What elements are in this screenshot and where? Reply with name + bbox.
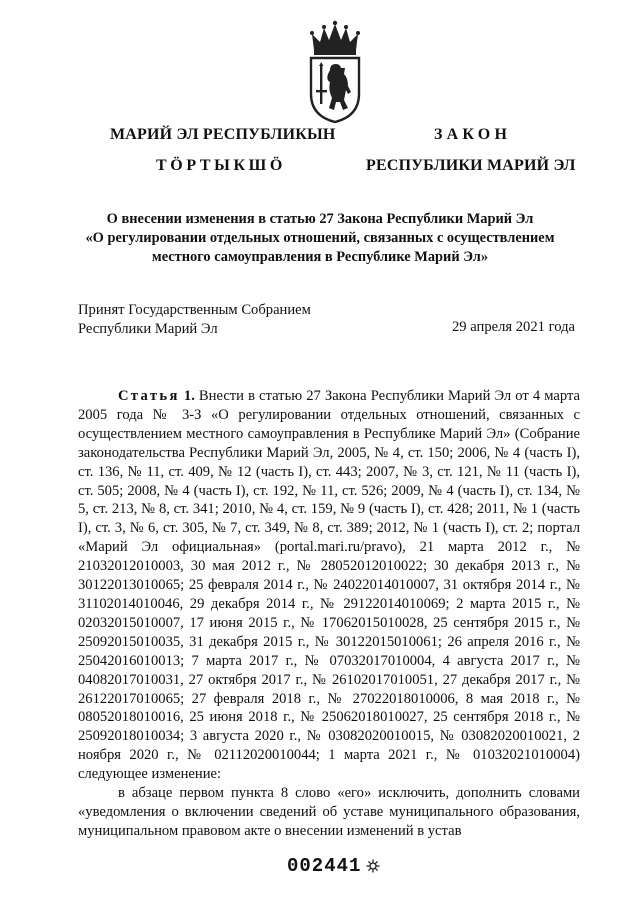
article-number: 1. <box>183 388 195 404</box>
law-title-line1: О внесении изменения в статью 27 Закона Республики Марий Эл <box>106 211 534 227</box>
header-right-line1: ЗАКОН <box>434 126 512 143</box>
document-serial-number: 002441 <box>287 855 362 877</box>
article-text: Внести в статью 27 Закона Республики Марий Эл от 4 марта 2005 года № 3-З «О регулировании отдельных отношений, связанных с осуществлением местного самоуправления в Республике Марий Эл» (Собрание законодательства Республики Марий Эл, 2005, № 4, ст. 150; 2006, № 4 (часть I), ст. 136, № 11, ст. 409, № 12 (часть I), ст. 443; 2007, № 3, ст. 121, № 11 (часть I), ст. 505; 2008, № 4 (часть I), ст. 192, № 11, ст. 526; 2009, № 4 (часть I), ст. 134, № 5, ст. 213, № 8, ст. 341; 2010, № 4, ст. 159, № 9 (часть I), ст. 428; 2011, № 1 (часть I), ст. 3, № 6, ст. 305, № 7, ст. 349, № 8, ст. 389; 2012, № 1 (часть I), ст. 2; портал «Марий Эл официальная» (portal.mari.ru/pravo), 21 марта 2012 г., № 21032012010003, 30 мая 2012 г., № 28052012010022; 30 декабря 2013 г., № 30122013010065; 25 февраля 2014 г., № 24022014010007, 31 октября 2014 г., № 31102014010046, 29 декабря 2014 г., № 29122014010069; 2 марта 2015 г., № 02032015010007, 17 июня 2015 г., № 17062015010028, 25 сентября 2015 г., № 25092015010035, 31 декабря 2015 г., № 30122015010061; 26 апреля 2016 г., № 25042016010013; 7 марта 2017 г., № 07032017010004, 4 августа 2017 г., № 04082017010031, 27 октября 2017 г., № 26102017010051, 27 декабря 2017 г., № 26122017010065; 27 февраля 2018 г., № 27022018010006, 8 мая 2018 г., № 08052018010016, 25 июня 2018 г., № 25062018010027, 25 сентября 2018 г., № 25092018010034; 3 августа 2020 г., № 03082020010015, № 03082020010021, 2 ноября 2020 г., № 02112020010044; 1 марта 2021 г., № 01032021010004) следующее изменение: <box>78 388 580 783</box>
adoption-block <box>78 301 311 339</box>
adoption-line2: Республики Марий Эл <box>78 321 218 337</box>
law-title-line3: местного самоуправления в Республике Марий Эл» <box>151 249 489 265</box>
header-right-line2: РЕСПУБЛИКИ МАРИЙ ЭЛ <box>366 157 576 174</box>
header-left-line2: ТӦРТЫКШӦ <box>156 157 286 174</box>
article-paragraph-2: в абзаце первом пункта 8 слово «его» исключить, дополнить словами «уведомления о включении сведений об уставе муниципального образования, муниципальном правовом акте о внесении изменений в устав <box>78 785 580 839</box>
header-left-line1: МАРИЙ ЭЛ РЕСПУБЛИКЫН <box>110 126 336 143</box>
law-title <box>60 210 580 267</box>
article-body <box>78 387 580 841</box>
asterisk-mark-icon <box>366 859 380 873</box>
article-paragraph-1 <box>78 387 580 784</box>
article-label: Статья <box>118 388 180 404</box>
law-title-line2: «О регулировании отдельных отношений, связанных с осуществлением <box>85 230 555 246</box>
adoption-date: 29 апреля 2021 года <box>452 319 575 335</box>
coat-of-arms-icon <box>308 20 362 124</box>
adoption-line1: Принят Государственным Собранием <box>78 302 311 318</box>
